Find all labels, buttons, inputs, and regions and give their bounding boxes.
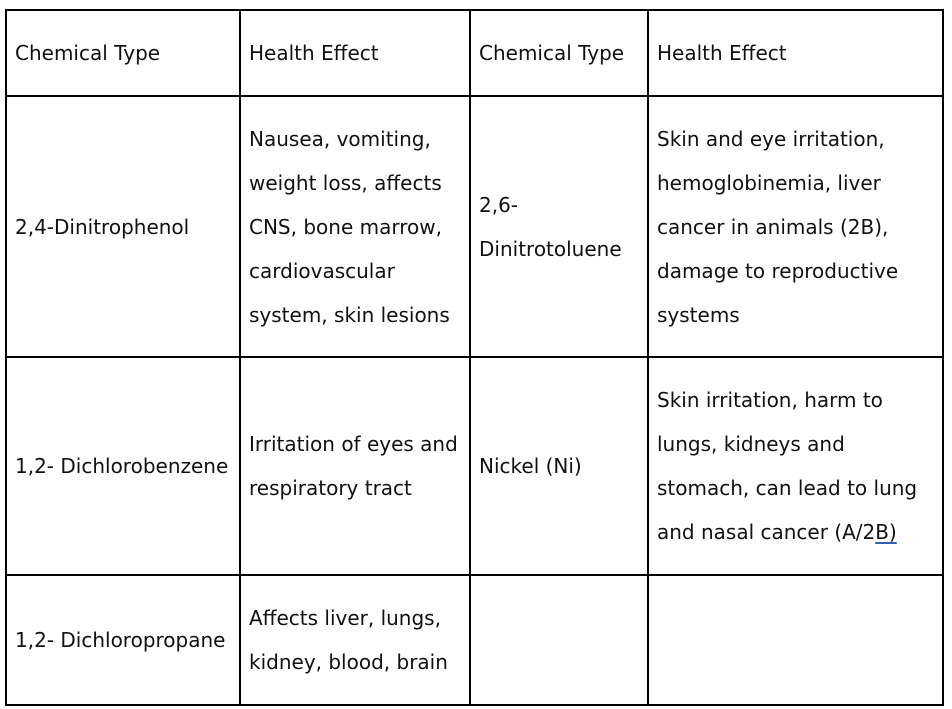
chemical-name-cell: 1,2- Dichlorobenzene xyxy=(6,357,240,575)
chemical-health-effects-table xyxy=(5,9,944,706)
table-header-row xyxy=(6,10,943,96)
health-effect-cell: Skin and eye irritation, hemoglobinemia, liver cancer in animals (2B), damage to reproductive systems xyxy=(648,96,943,357)
chemical-name-cell: 1,2- Dichloropropane xyxy=(6,575,240,705)
empty-cell xyxy=(470,575,648,705)
chemical-name-cell: 2,6-Dinitrotoluene xyxy=(470,96,648,357)
nickel-effect-underlined-text: B) xyxy=(875,520,897,544)
header-chemical-type: Chemical Type xyxy=(6,10,240,96)
health-effect-cell: Affects liver, lungs, kidney, blood, brain xyxy=(240,575,470,705)
table-row xyxy=(6,575,943,705)
nickel-effect-text: Skin irritation, harm to lungs, kidneys and stomach, can lead to lung and nasal cancer (A/2 xyxy=(657,388,918,544)
table-row xyxy=(6,96,943,357)
table-row xyxy=(6,357,943,575)
chemical-name-cell: Nickel (Ni) xyxy=(470,357,648,575)
health-effect-cell: Irritation of eyes and respiratory tract xyxy=(240,357,470,575)
header-chemical-type-2: Chemical Type xyxy=(470,10,648,96)
health-effect-cell: Nausea, vomiting, weight loss, affects CNS, bone marrow, cardiovascular system, skin lesions xyxy=(240,96,470,357)
health-effect-cell xyxy=(648,357,943,575)
header-health-effect-2: Health Effect xyxy=(648,10,943,96)
chemical-name-cell: 2,4-Dinitrophenol xyxy=(6,96,240,357)
empty-cell xyxy=(648,575,943,705)
header-health-effect: Health Effect xyxy=(240,10,470,96)
